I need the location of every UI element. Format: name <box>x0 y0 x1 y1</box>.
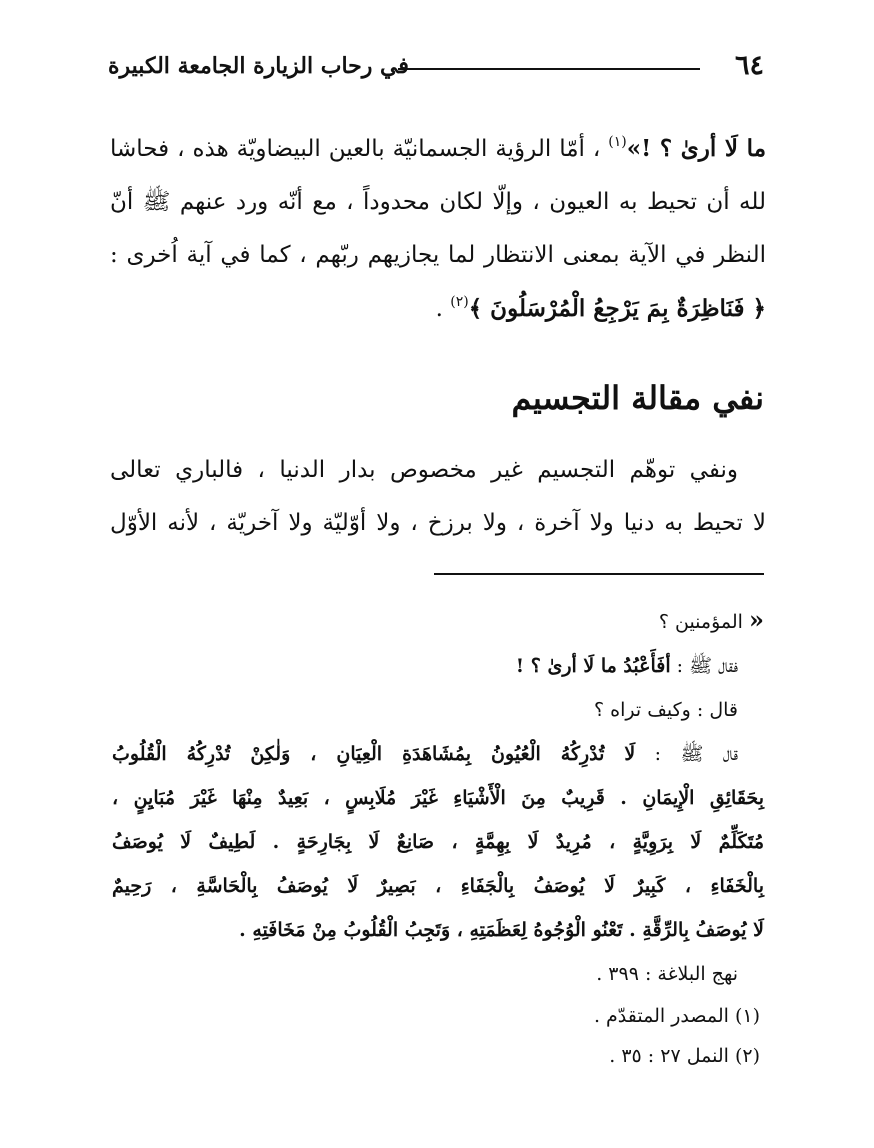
footnote-separator <box>434 573 764 575</box>
footnote-ref-2: (٢) <box>450 294 469 310</box>
footnote-line-4-prefix: قال ﷺ : <box>635 743 739 765</box>
page-header <box>108 46 766 86</box>
footnote-ref-1: (١) <box>608 134 627 150</box>
paragraph-1-line-2: لله أن تحيط به العيون ، وإلّا لكان محدوداً ، مع أنّه ورد عنهم ﷺ أنّ <box>110 189 766 215</box>
footnote-note-2-text: النمل ٢٧ : ٣٥ . <box>609 1045 729 1067</box>
footnote-line-5: بِحَقَائِقِ الْإِيمَانِ . قَرِيبٌ مِنَ الْأَشْيَاءِ غَيْرَ مُلَابِسٍ ، بَعِيدٌ مِنْهَا غَيْرَ مُبَايِنٍ ، <box>112 787 764 809</box>
footnote-note-1-text: المصدر المتقدّم . <box>593 1005 729 1027</box>
quote-end: ما لَا أرىٰ ؟ !» <box>626 135 767 162</box>
footnote-line-2-quote: أفَأَعْبُدُ ما لَا أرىٰ ؟ ! <box>515 655 671 677</box>
quote-mark: « <box>749 605 764 634</box>
footnote-line-3: قال : وكيف تراه ؟ <box>594 699 738 721</box>
footnote-line-6: مُتَكَلِّمٌ لَا بِرَوِيَّةٍ ، مُرِيدٌ لَا بِهِمَّةٍ ، صَانِعٌ لَا بِجَارِحَةٍ . لَطِيفٌ لَا يُوصَفُ <box>112 831 764 853</box>
page-number: ٦٤ <box>734 50 764 81</box>
footnote-line-8: لَا يُوصَفُ بِالرِّقَّةِ . تَعْنُو الْوُجُوهُ لِعَظَمَتِهِ ، وَتَجِبُ الْقُلُوبُ مِنْ مَخَافَتِهِ . <box>239 919 764 941</box>
footnote-note-1 <box>112 996 764 1036</box>
section-heading: نفي مقالة التجسيم <box>511 379 764 417</box>
footnote-note-2-marker: (٢) <box>734 1045 760 1067</box>
footnote-source: نهج البلاغة : ٣٩٩ . <box>596 963 738 985</box>
footnote-line-7: بِالْخَفَاءِ ، كَبِيرٌ لَا يُوصَفُ بِالْجَفَاءِ ، بَصِيرٌ لَا يُوصَفُ بِالْحَاسَّةِ ، رَحِيمٌ <box>112 875 764 897</box>
footnote-line-4-quote: لَا تُدْرِكُهُ الْعُيُونُ بِمُشَاهَدَةِ الْعِيَانِ ، وَلٰكِنْ تُدْرِكُهُ الْقُلُوبُ <box>112 743 636 765</box>
paragraph-1-line-3: النظر في الآية بمعنى الانتظار لما يجازيهم ربّهم ، كما في آية اُخرى : <box>110 242 766 268</box>
paragraph-2-line-2: لا تحيط به دنيا ولا آخرة ، ولا برزخ ، ولا أوّليّة ولا آخريّة ، لأنه الأوّل <box>110 510 766 536</box>
paragraph-2-line-1: ونفي توهّم التجسيم غير مخصوص بدار الدنيا ، فالباري تعالى <box>110 457 738 483</box>
paragraph-1-line-1 <box>110 122 766 176</box>
paragraph-1 <box>110 122 766 336</box>
paragraph-1-line-1-text: ، أمّا الرؤية الجسمانيّة بالعين البيضاويّة هذه ، فحاشا <box>110 136 601 162</box>
verse-end: . <box>435 296 451 322</box>
footnote-line-1 <box>112 598 764 644</box>
footnote-line-2 <box>112 644 764 688</box>
footnote-line-1-text: المؤمنين ؟ <box>658 611 749 633</box>
header-rule <box>398 68 700 70</box>
paragraph-2 <box>110 444 766 550</box>
footnote-note-1-marker: (١) <box>734 1005 760 1027</box>
footnote-note-2 <box>112 1036 764 1076</box>
quran-verse: ﴿ فَنَاظِرَةٌ بِمَ يَرْجِعُ الْمُرْسَلُونَ ﴾ <box>468 295 766 322</box>
footnote-line-2-prefix: فقال ﷺ : <box>670 655 738 677</box>
running-title: في رحاب الزيارة الجامعة الكبيرة <box>108 53 409 79</box>
footnote-line-4 <box>112 732 764 776</box>
footnotes <box>112 598 764 1076</box>
paragraph-1-line-4 <box>110 282 766 336</box>
